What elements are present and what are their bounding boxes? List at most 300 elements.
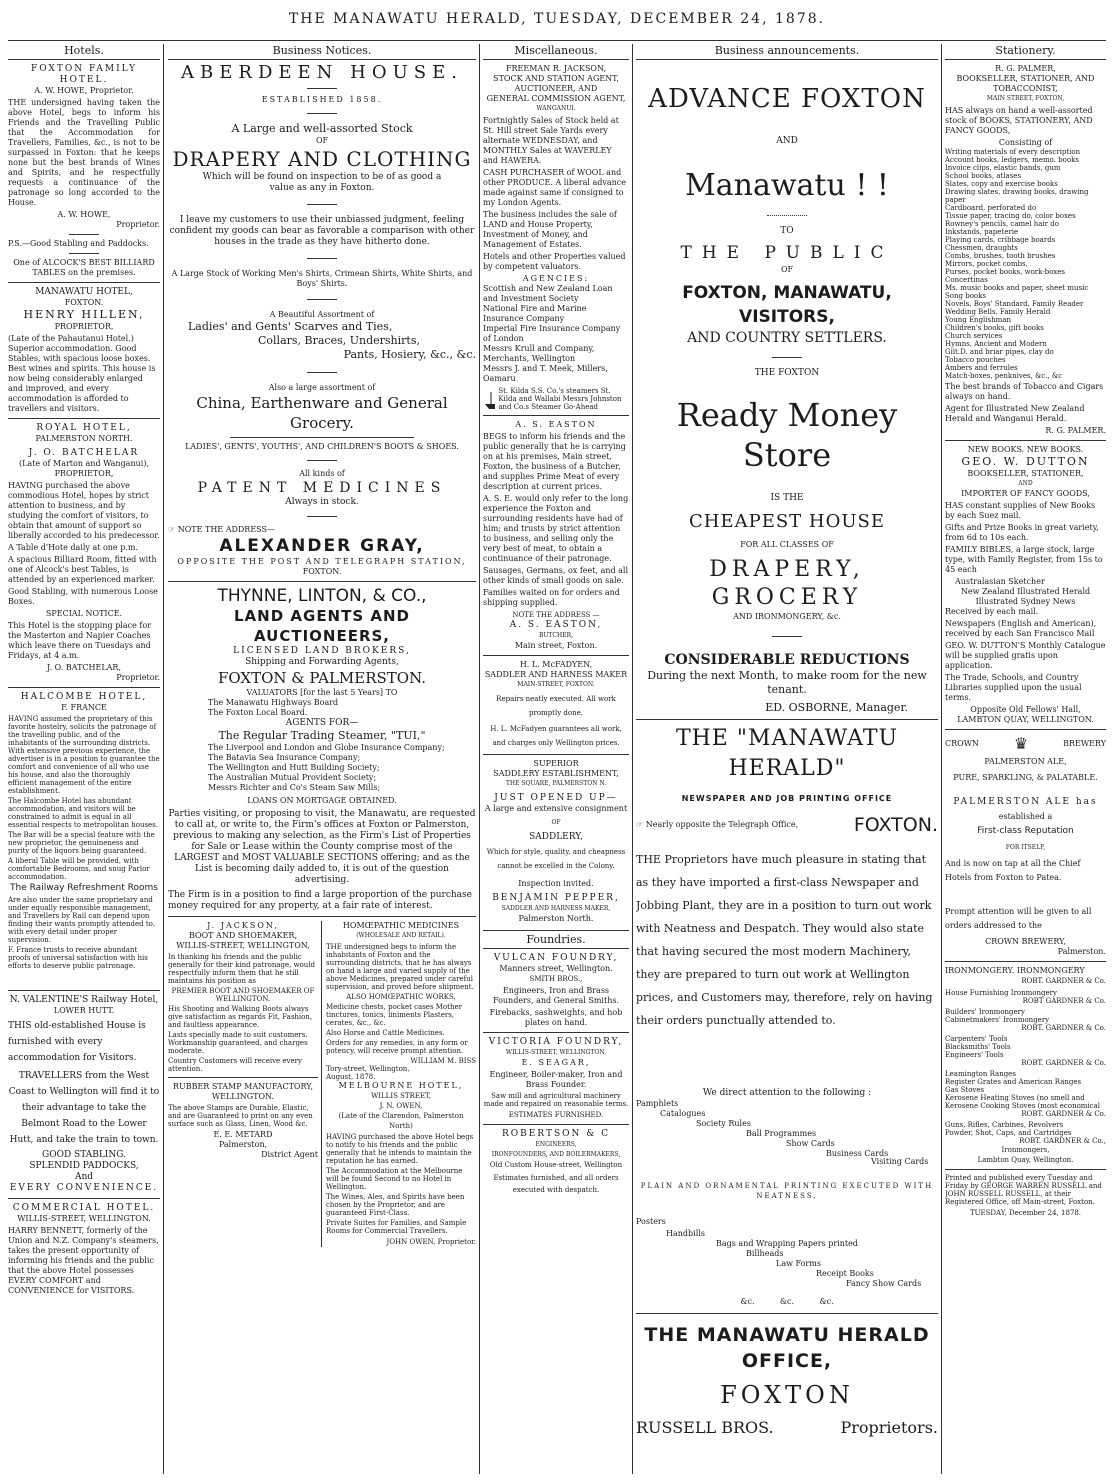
ad-signature: ROBT. GARDNER & Co. xyxy=(1021,977,1106,985)
ad-name: F. FRANCE xyxy=(61,703,107,712)
ad-title: VICTORIA FOUNDRY, xyxy=(488,1037,624,1047)
ad-body: His Shooting and Walking Boots always give satisfaction as regards Fit, Fashion, and faultless appearance. xyxy=(168,1005,313,1029)
ironmongery-item: Leamington Ranges xyxy=(945,1070,1016,1078)
ad-text: IS THE xyxy=(770,493,804,503)
ad-title: GENERAL COMMISSION AGENT, xyxy=(486,94,626,103)
manawatu-hotel-ad xyxy=(8,287,160,414)
ad-late: (Late of the Clarendon, Palmerston North) xyxy=(338,1112,464,1130)
steamer-row xyxy=(483,387,629,411)
ad-title-row xyxy=(945,734,1106,753)
ironmongery-item: Engineers' Tools xyxy=(945,1051,1004,1059)
stationery-item: Ambers and ferrules xyxy=(945,364,1018,372)
ad-name: H. L. McFADYEN, xyxy=(519,660,593,669)
stationery-item: Wedding Bells, Family Herald xyxy=(945,308,1051,316)
ad-name: BENJAMIN PEPPER, xyxy=(492,893,620,903)
ad-banner: NEW BOOKS. NEW BOOKS. xyxy=(967,445,1084,454)
ad-headline: THE PUBLIC xyxy=(680,243,894,263)
ad-text: NEWSPAPER AND JOB PRINTING OFFICE xyxy=(681,794,893,803)
mcfadyen-saddler-ad xyxy=(483,660,629,750)
ad-text: LOANS ON MORTGAGE OBTAINED. xyxy=(247,796,397,805)
foxton-store-ad xyxy=(636,82,938,715)
ad-signature: R. G. PALMER. xyxy=(1045,426,1106,435)
ad-signature: ROBT. GARDNER & Co. xyxy=(1021,1024,1106,1032)
ad-body: Hotels and other Properties valued by competent valuators. xyxy=(483,252,626,271)
ironmongery-group xyxy=(945,1121,1106,1145)
ad-text: During the next Month, to make room for the new tenant. xyxy=(647,669,927,696)
stationery-item: Playing cards, cribbage boards xyxy=(945,236,1056,244)
ad-title: COMMERCIAL HOTEL. xyxy=(12,1203,156,1213)
ad-body: HARRY BENNETT, formerly of the Union and N.Z. Company's steamers, takes the present opportunity of informing his friends and the public that the above Hotel possesses EVERY COMFORT and CONVENIENCE for VISITORS. xyxy=(8,1226,159,1295)
ad-signature: ROBT. GARDNER & Co. xyxy=(1021,1110,1106,1118)
column-divider xyxy=(941,44,942,1474)
ad-name: HENRY HILLEN, xyxy=(23,308,145,321)
ad-name: SMITH BROS., xyxy=(529,975,583,983)
ad-text: PALMERSTON ALE, xyxy=(984,757,1067,766)
ad-signature: WILLIAM M. BISS xyxy=(410,1057,476,1065)
stationery-item: Combs, brushes, tooth brushes xyxy=(945,252,1056,260)
ad-body: Newspapers (English and American), received by each San Francisco Mail xyxy=(945,619,1097,638)
ad-body: THE undersigned having taken the above Hotel, begs to inform his Friends and the Travelling Public that the Accommodation for Travellers, Families, &c., is not to be surpassed in Foxton: that he keeps none but the best brands of Wines and Spirits, and he respectfully requests a continuance of the patronage so long accorded to the House. xyxy=(8,98,160,207)
ad-text: PALMERSTON ALE has xyxy=(953,797,1098,807)
ad-title: VULCAN FOUNDRY, xyxy=(493,953,619,963)
ad-signature: J. O. BATCHELAR, xyxy=(47,663,121,672)
ad-place: WELLINGTON. xyxy=(211,1092,275,1101)
ad-place: Palmerston. xyxy=(1057,947,1106,956)
ad-text: The Regular Trading Steamer, "TUI," xyxy=(218,729,426,742)
ad-headline: PATENT MEDICINES xyxy=(197,480,447,496)
ad-text: Ladies' and Gents' Scarves and Ties, xyxy=(188,320,393,333)
ad-body: Received by each mail. xyxy=(945,607,1039,616)
ad-body: THE Proprietors have much pleasure in stating that as they have imported a first-class Newspaper and Jobbing Plant, they are in a position to turn out work with Neatness and Despatch. They would also state that having secured the most modern Machinery, they are prepared to turn out work at Wellington prices, and Customers may, therefore, rely on having their orders punctually attended to. xyxy=(636,853,933,1027)
thynne-linton-ad xyxy=(168,586,476,912)
ad-signature: ED. OSBORNE, Manager. xyxy=(765,701,908,714)
ad-name: J. JACKSON, xyxy=(207,921,279,930)
ad-body: HAVING purchased the above commodious Hotel, hopes by strict attention to business, and by studying the comfort of visitors, to obtain that amount of support so liberally accorded to his predecessor. xyxy=(8,481,160,540)
ad-body: The Halcombe Hotel has abundant accommodation, and visitors will be constrained to admit is equal in all essential respects to metropolitan houses. xyxy=(8,797,159,829)
ad-title: BOOT AND SHOEMAKER, xyxy=(189,931,297,940)
ad-body: Are also under the same proprietary and under equally responsible management, and Travellers by Rail can depend upon finding their wants promptly attended to, with every detail under proper supervision. xyxy=(8,896,156,944)
freeman-jackson-ad xyxy=(483,64,629,411)
ad-title: RUBBER STAMP MANUFACTORY, xyxy=(172,1082,314,1091)
ad-role: Ironmongers, xyxy=(1001,1146,1050,1154)
aberdeen-house-ad xyxy=(168,64,476,577)
ad-billiard: One of ALCOCK'S BEST BILLIARD TABLES on the premises. xyxy=(13,258,155,277)
ad-role: SADDLER AND HARNESS MAKER, xyxy=(501,905,611,912)
ad-headline: DRAPERY AND CLOTHING xyxy=(172,147,472,171)
ironmongery-group xyxy=(945,989,1106,1005)
ad-title: MELBOURNE HOTEL, xyxy=(338,1081,464,1090)
ad-body: FAMILY BIBLES, a large stock, large type, with Family Register, from 15s to 45 each xyxy=(945,545,1103,574)
stationery-item: Hymns, Ancient and Modern xyxy=(945,340,1047,348)
ad-estimates: ESTIMATES FURNISHED. xyxy=(508,1111,604,1119)
printing-item: Catalogues xyxy=(660,1109,706,1118)
ad-body: THIS old-established House is furnished with every accommodation for Visitors. xyxy=(8,1021,146,1063)
ad-body: CASH PURCHASER of WOOL and other PRODUCE. A liberal advance made against same if consigned to my London Agents. xyxy=(483,168,626,207)
halcombe-hotel-ad xyxy=(8,692,160,970)
stationery-item: Chessmen, draughts xyxy=(945,244,1018,252)
ad-text: LICENSED LAND BROKERS, xyxy=(233,646,411,656)
ad-body: The business includes the sale of LAND and House Property, Investment of Money, and Management of Estates. xyxy=(483,210,617,249)
ad-headline: CHEAPEST HOUSE xyxy=(688,511,885,532)
ad-headline: LAND AGENTS AND AUCTIONEERS, xyxy=(234,607,410,645)
printing-item: Billheads xyxy=(746,1249,784,1258)
ad-table: A Table d'Hote daily at one p.m. xyxy=(8,543,139,552)
ad-body: F. France trusts to receive abundant proofs of universal satisfaction with his efforts to deserve public patronage. xyxy=(8,946,148,970)
printing-item: Society Rules xyxy=(696,1119,751,1128)
ad-title: SUPERIOR xyxy=(533,759,579,768)
ad-body: ALSO HOMŒPATHIC WORKS, xyxy=(346,993,456,1001)
ad-title: STOCK AND STATION AGENT, xyxy=(493,74,619,83)
ad-name: A. S. EASTON xyxy=(515,420,597,429)
ad-text: The Firm is in a position to find a large proportion of the purchase money required for any property, at a fair rate of interest. xyxy=(168,890,472,911)
stationery-item: Account books, ledgers, memo. books xyxy=(945,156,1079,164)
ad-late: (Late of Marton and Wanganui), xyxy=(19,459,149,468)
ad-place: WILLIS-STREET, WELLINGTON. xyxy=(17,1214,151,1223)
ad-body: Repairs neatly executed. All work promptly done. xyxy=(496,695,616,717)
ad-body: Sausages, Germans, ox feet, and all other kinds of small goods on sale. xyxy=(483,566,629,585)
ad-body: Prompt attention will be given to all orders addressed to the xyxy=(945,907,1092,930)
ironmongery-item: Guns, Rifles, Carbines, Revolvers xyxy=(945,1121,1064,1129)
ad-text: AND IRONMONGERY, &c. xyxy=(733,612,841,621)
ad-title: HOMŒPATHIC MEDICINES xyxy=(342,921,460,930)
imprint-date: TUESDAY, December 24, 1878. xyxy=(969,1209,1082,1217)
ad-signature: RUSSELL BROS. xyxy=(636,1418,774,1437)
ad-body: BEGS to inform his friends and the public generally that he is carrying on at his premises, Main street, Foxton, the business of a Butcher, and supplies Prime Meat of every description at current prices. xyxy=(483,432,626,491)
stationery-item: Rowney's pencils, camel hair do xyxy=(945,220,1059,228)
ad-body: THE undersigned begs to inform the inhabitants of Foxton and the surrounding districts, that he has always on hand a large and varied supply of the above Medicines, prepared under careful supervision, and proved before shipment. xyxy=(326,943,474,991)
ironmongery-item: Kerosene Heating Stoves (no smell and Kerosene Cooking Stoves (most economical xyxy=(945,1094,1100,1110)
agency-item: Messrs Richter and Co's Steam Saw Mills; xyxy=(208,783,381,792)
ad-signature-row xyxy=(636,1418,938,1437)
ad-sub: (WHOLESALE AND RETAIL). xyxy=(356,932,446,939)
section-header: Business announcements. xyxy=(636,44,938,60)
stationery-item: Slates, copy and exercise books xyxy=(945,180,1058,188)
ad-name: E. SEAGAR, xyxy=(521,1058,591,1067)
ad-place: LOWER HUTT. xyxy=(53,1006,115,1015)
ad-headline: First-class Reputation xyxy=(977,826,1074,836)
ad-body: Lasts specially made to suit customers. Workmanship guaranteed, and charges moderate. xyxy=(168,1031,308,1055)
commercial-hotel-ad xyxy=(8,1203,160,1296)
ad-role: District Agent xyxy=(261,1150,318,1159)
ad-body: HAVING assumed the proprietary of this favorite hostelry, solicits the patronage of the travelling public, and of the inhabitants of the surrounding districts. With extensive previous experience, the advertiser is in a position to guarantee the comfort and convenience of all who use his house, and also the thoroughly efficient management of the entire establishment. xyxy=(8,715,160,795)
ad-text: Shipping and Forwarding Agents, xyxy=(245,657,399,667)
periodical-item: New Zealand Illustrated Herald xyxy=(960,587,1091,596)
pointing-hand-icon: ☞ xyxy=(168,525,178,534)
gardner-ironmongery-ad xyxy=(945,966,1106,1165)
column-divider xyxy=(163,44,164,1474)
stationery-item: Young Englishman xyxy=(945,316,1011,324)
ad-name: E. E. METARD xyxy=(213,1130,273,1139)
ad-headline: THE "MANAWATU HERALD" xyxy=(675,726,899,781)
pointing-hand-icon: ☞ xyxy=(636,820,646,829)
ad-headline: THE MANAWATU HERALD OFFICE, xyxy=(644,1324,930,1372)
stationery-item: School books, atlases xyxy=(945,172,1022,180)
ad-body: The best brands of Tobacco and Cigars always on hand. xyxy=(945,382,1104,401)
victoria-foundry-ad xyxy=(483,1037,629,1120)
printing-item: Bags and Wrapping Papers printed xyxy=(716,1239,858,1248)
ad-text: FOR ALL CLASSES OF xyxy=(740,540,834,549)
ad-title: BREWERY xyxy=(1063,738,1106,748)
imprint xyxy=(945,1174,1106,1218)
vulcan-foundry-ad xyxy=(483,953,629,1028)
ad-text: OPPOSITE THE POST AND TELEGRAPH STATION, xyxy=(177,557,467,566)
ad-text: AND xyxy=(776,136,798,146)
ad-text xyxy=(168,525,476,535)
ad-place: PALMERSTON NORTH. xyxy=(35,434,133,443)
ad-text: A Large Stock of Working Men's Shirts, Crimean Shirts, White Shirts, and Boys' Shirts. xyxy=(171,269,473,288)
ad-place: THE SQUARE, PALMERSTON N. xyxy=(505,780,607,787)
ad-body: Agent for Illustrated New Zealand Herald and Wanganui Herald. xyxy=(945,404,1085,423)
ad-body: Also Horse and Cattle Medicines. xyxy=(326,1029,445,1037)
ad-text: AND xyxy=(1018,480,1033,487)
ironmongery-item: Gas Stoves xyxy=(945,1086,985,1094)
ad-proprietor: A. W. HOWE, Proprietor. xyxy=(34,86,134,95)
ad-title: IRONMONGERY. IRONMONGERY xyxy=(945,966,1085,975)
ad-name: FREEMAN R. JACKSON, xyxy=(505,64,607,73)
stationery-item: Cardboard, perforated do xyxy=(945,204,1037,212)
ad-title: IMPORTER OF FANCY GOODS, xyxy=(961,489,1090,498)
agency-item: The Australian Mutual Provident Society; xyxy=(208,773,377,782)
ad-body: Gifts and Prize Books in great variety, from 6d to 10s each. xyxy=(945,523,1099,542)
ad-body: Country Customers will receive every attention. xyxy=(168,1057,302,1073)
stationery-item: Church services xyxy=(945,332,1003,340)
ad-place: WANGANUI. xyxy=(536,105,576,112)
agency-list xyxy=(168,743,476,793)
ad-text: OF xyxy=(315,136,329,145)
ironmongery-item: Register Grates and American Ranges xyxy=(945,1078,1082,1086)
ad-body: St. Kilda S.S. Co.'s steamers St. Kilda and Wallabi Messrs Johnston and Co.s Steamer Go-Ahead xyxy=(498,387,622,411)
ad-body: A liberal Table will be provided, with comfortable Bedrooms, and snug Parlor accommodation. xyxy=(8,857,150,881)
ad-text: The Manawatu Highways Board xyxy=(208,698,339,707)
easton-butcher-ad xyxy=(483,420,629,651)
stationery-item: Invoice clips, elastic bands, gum xyxy=(945,164,1061,172)
column-stationery xyxy=(945,44,1106,1474)
periodical-item: Illustrated Sydney News xyxy=(975,597,1076,606)
agency-item: The Wellington and Hutt Building Society; xyxy=(208,763,380,772)
ad-body: Which for style, quality, and cheapness cannot be excelled in the Colony. xyxy=(486,848,626,870)
ad-headline: DRAPERY, GROCERY xyxy=(709,557,865,610)
ad-body: And is now on tap at all the Chief Hotels from Foxton to Patea. xyxy=(945,859,1081,882)
palmer-stationery-ad xyxy=(945,64,1106,436)
ad-body: (Late of the Pahautanui Hotel.) Superior accommodation. Good Stables, with spacious loose boxes. Best wines and spirits. This house is now being considerably enlarged and improved, and every accommodation is afforded to travellers and visitors. xyxy=(8,334,156,413)
stationery-item: Writing materials of every description xyxy=(945,148,1081,156)
printing-item: Posters xyxy=(636,1217,666,1226)
ad-place: Opposite Old Fellows' Hall, xyxy=(970,705,1081,714)
printing-item: Pamphlets xyxy=(636,1099,679,1108)
ad-address-row xyxy=(636,814,938,836)
ad-signature: ROBT GARDNER & Co. xyxy=(1022,997,1106,1005)
column-business-notices xyxy=(168,44,476,1474)
ad-text: PURE, SPARKLING, & PALATABLE. xyxy=(953,773,1098,782)
small-ads-right xyxy=(326,921,476,1247)
agency-item: Imperial Fire Insurance Company of London xyxy=(483,324,621,343)
ad-text: VALUATORS [for the last 5 Years] TO xyxy=(246,688,398,697)
ad-text: &c. &c. &c. xyxy=(740,1297,834,1306)
ad-notice-body: This Hotel is the stopping place for the Masterton and Napier Coaches which leave there on Tuesdays and Fridays, at 4 a.m. xyxy=(8,621,151,660)
ad-text: Collars, Braces, Undershirts, xyxy=(258,334,420,347)
ad-place: MAIN-STREET, FOXTON. xyxy=(517,681,595,688)
section-header: Foundries. xyxy=(483,930,629,949)
ad-body: TRAVELLERS from the West Coast to Wellington will find it to their advantage to take the Belmont Road to the Lower Hutt, and take the train to town. xyxy=(8,1071,160,1145)
ad-opened: JUST OPENED UP— xyxy=(494,793,618,803)
ad-signature: A. W. HOWE, xyxy=(57,210,111,219)
valentine-hotel-ad xyxy=(8,995,160,1194)
ad-place: WILLIS-STREET, WELLINGTON, xyxy=(176,941,310,950)
ad-text: A Large and well-assorted Stock xyxy=(231,122,413,135)
ad-text: Consisting of xyxy=(998,138,1053,147)
ironmongery-item: Cabinetmakers' Ironmongery xyxy=(945,1016,1050,1024)
ad-name: J. N. OWEN, xyxy=(379,1102,423,1110)
ad-body: The Trade, Schools, and Country Libraries supplied upon the usual terms. xyxy=(945,673,1082,702)
ad-text: The Foxton Local Board. xyxy=(208,708,308,717)
ad-name: GEO. W. DUTTON xyxy=(961,455,1090,468)
stationery-item: Tissue paper, tracing do, color boxes xyxy=(945,212,1076,220)
ironmongery-item: Carpenters' Tools xyxy=(945,1035,1008,1043)
column-hotels xyxy=(8,44,160,1474)
ad-body: Estimates furnished, and all orders executed with despatch. xyxy=(493,1174,619,1194)
ad-body: The Wines, Ales, and Spirits have been chosen by the Proprietor, and are guaranteed First-Class. xyxy=(326,1193,465,1217)
ad-title: SADDLERY ESTABLISHMENT, xyxy=(493,769,619,778)
ad-title: The Railway Refreshment Rooms xyxy=(10,883,158,893)
ad-title: ROYAL HOTEL, xyxy=(36,423,132,433)
ad-headline: ADVANCE FOXTON xyxy=(648,84,926,114)
ad-signature-role: Proprietor. xyxy=(116,220,160,229)
ad-every: EVERY CONVENIENCE. xyxy=(9,1183,159,1193)
ad-paddocks: SPLENDID PADDOCKS, xyxy=(29,1161,139,1171)
ad-title: MANAWATU HOTEL, xyxy=(35,287,133,297)
ad-date: August, 1878. xyxy=(326,1073,376,1081)
ad-title: ROBERTSON & C xyxy=(502,1129,610,1139)
section-header: Hotels. xyxy=(8,44,160,60)
steamer-ship-icon xyxy=(483,388,495,410)
ad-text: I leave my customers to use their unbiassed judgment, feeling confident my goods can bear as favorable a comparison with other houses in the trade as they have hitherto done. xyxy=(169,215,475,247)
ad-place: WILLIS-STREET, WELLINGTON, xyxy=(505,1049,607,1056)
agency-item: The Liverpool and London and Globe Insurance Company; xyxy=(208,743,445,752)
ad-text: AGENTS FOR— xyxy=(285,718,359,728)
ad-stabling: GOOD STABLING. xyxy=(42,1150,126,1160)
ad-text: PLAIN AND ORNAMENTAL PRINTING EXECUTED WITH NEATNESS, xyxy=(640,1182,934,1200)
ad-body: Orders for any remedies, in any form or potency, will receive prompt attention. xyxy=(326,1039,468,1055)
ad-title: THYNNE, LINTON, & CO., xyxy=(217,586,427,606)
ad-headline: FOXTON. xyxy=(853,814,938,836)
ad-place: Lambton Quay, Wellington. xyxy=(977,1156,1074,1164)
ad-signature-role: Proprietors. xyxy=(840,1418,938,1437)
column-business-announcements xyxy=(636,44,938,1474)
ad-body: The Bar will be a special feature with the new proprietor, the genuineness and purity of the liquors being guaranteed. xyxy=(8,831,155,855)
ad-text: LADIES', GENTS', YOUTHS', AND CHILDREN'S BOOTS & SHOES. xyxy=(185,442,459,451)
ad-text: Pants, Hosiery, &c., &c. xyxy=(343,348,476,361)
ironmongery-item: Powder, Shot, Caps, and Cartridges xyxy=(945,1129,1072,1137)
ironmongery-group xyxy=(945,1008,1106,1032)
printing-item: Show Cards xyxy=(786,1139,835,1148)
pepper-saddlery-ad xyxy=(483,759,629,924)
ad-body: PREMIER BOOT AND SHOEMAKER OF WELLINGTON. xyxy=(171,987,315,1003)
ad-signature-role: Proprietor. xyxy=(116,673,160,682)
ad-text: THE FOXTON xyxy=(754,368,820,378)
agency-item: National Fire and Marine Insurance Company xyxy=(483,304,587,323)
ad-text: FOXTON. xyxy=(302,567,342,576)
ad-headline: China, Earthenware and General Grocery. xyxy=(196,394,448,432)
ad-headline: CONSIDERABLE REDUCTIONS xyxy=(664,652,910,668)
ad-body: HAVING purchased the above Hotel begs to notify to his friends and the public generally that he intends to maintain the reputation he has earned. xyxy=(326,1133,474,1165)
section-header: Stationery. xyxy=(945,44,1106,60)
printing-item: Business Cards xyxy=(826,1149,889,1158)
ad-stabling: Good Stabling, with numerous Loose Boxes. xyxy=(8,587,158,606)
stationery-item: Inkstands, papeterie xyxy=(945,228,1019,236)
ad-body: HAS always on hand a well-assorted stock of BOOKS, STATIONERY, AND FANCY GOODS, xyxy=(945,106,1093,135)
ad-title: BOOKSELLER, STATIONER, AND TOBACCONIST, xyxy=(956,74,1095,93)
printing-item: Ball Programmes xyxy=(746,1129,817,1138)
ad-postscript: P.S.—Good Stabling and Paddocks. xyxy=(8,239,149,248)
ad-headline: Manawatu ! ! xyxy=(685,168,889,203)
printing-list-1 xyxy=(636,1099,938,1165)
stationery-item: Tobacco pouches xyxy=(945,356,1006,364)
ad-title: N. VALENTINE'S Railway Hotel, xyxy=(9,995,159,1005)
ad-role: BUTCHER, xyxy=(538,632,574,639)
ad-text: TO xyxy=(780,226,794,236)
ad-body: A large and extensive consignment xyxy=(484,804,628,813)
printing-list-2 xyxy=(636,1217,938,1297)
ad-text: OF xyxy=(780,265,794,274)
ad-role: PROPRIETOR, xyxy=(54,469,114,478)
ad-place: Tory-street, Wellington, xyxy=(326,1065,410,1073)
stationery-item: Children's books, gift books xyxy=(945,324,1044,332)
stationery-item: Match-boxes, penknives, &c., &c xyxy=(945,372,1063,380)
ad-place: Manners street, Wellington. xyxy=(499,964,613,973)
ad-place: Palmerston, xyxy=(218,1140,268,1149)
dutton-ad xyxy=(945,455,1106,725)
periodical-item: Australasian Sketcher xyxy=(955,577,1045,586)
stationery-item: Concertinas xyxy=(945,276,988,284)
ad-text: established a xyxy=(998,812,1053,821)
ad-title: FOXTON FAMILY HOTEL. xyxy=(30,64,138,85)
masthead-rule xyxy=(8,40,1106,41)
ad-text: We direct attention to the following : xyxy=(702,1088,872,1098)
ad-text: CROWN BREWERY, xyxy=(985,937,1066,946)
ad-signature: JOHN OWEN, Proprietor. xyxy=(386,1238,476,1246)
ad-body: Families waited on for orders and shipping supplied. xyxy=(483,588,620,607)
ad-signature: A. S. EASTON, xyxy=(509,620,603,630)
stationery-item: Song books xyxy=(945,292,986,300)
crown-icon: ♛ xyxy=(1013,734,1029,753)
ad-title: ABERDEEN HOUSE. xyxy=(181,62,463,83)
ad-place: FOXTON. xyxy=(64,298,104,307)
ad-headline: Ready Money Store xyxy=(676,396,898,474)
ad-place: Palmerston North. xyxy=(518,914,594,923)
small-ads-row xyxy=(168,921,476,1247)
ad-title: CROWN xyxy=(945,738,979,748)
ad-role: PROPRIETOR, xyxy=(54,322,114,331)
ad-body: The Accommodation at the Melbourne will be found Second to no Hotel in Wellington. xyxy=(326,1167,463,1191)
ad-place: Main street, Foxton. xyxy=(514,641,598,650)
ad-agencies-header: AGENCIES: xyxy=(522,274,590,283)
ironmongery-group xyxy=(945,1070,1106,1118)
ad-body: Saw mill and agricultural machinery made and repaired on reasonable terms. xyxy=(483,1092,629,1108)
foxton-family-hotel-ad xyxy=(8,64,160,278)
ad-place: LAMBTON QUAY, WELLINGTON. xyxy=(957,715,1094,724)
ad-headline: AND COUNTRY SETTLERS. xyxy=(687,330,887,346)
ad-place: WILLIS STREET, xyxy=(371,1092,431,1100)
ironmongery-item: Builders' Ironmongery xyxy=(945,1008,1025,1016)
printing-item: Receipt Books xyxy=(816,1269,874,1278)
ad-headline: FOXTON & PALMERSTON. xyxy=(217,669,427,687)
ad-body: The above Stamps are Durable, Elastic, and are Guaranteed to print on any even surface such as Glass, Linen, Wood &c. xyxy=(168,1104,313,1128)
ad-and: And xyxy=(74,1172,94,1182)
section-header: Miscellaneous. xyxy=(483,44,629,60)
ad-name: R. G. PALMER, xyxy=(995,64,1056,73)
ad-title: SADDLER AND HARNESS MAKER xyxy=(484,670,628,679)
ad-body: Fortnightly Sales of Stock held at St. Hill street Sale Yards every alternate WEDNESDAY, and MONTHLY Sales at WAVERLEY and HAWERA. xyxy=(483,116,619,165)
